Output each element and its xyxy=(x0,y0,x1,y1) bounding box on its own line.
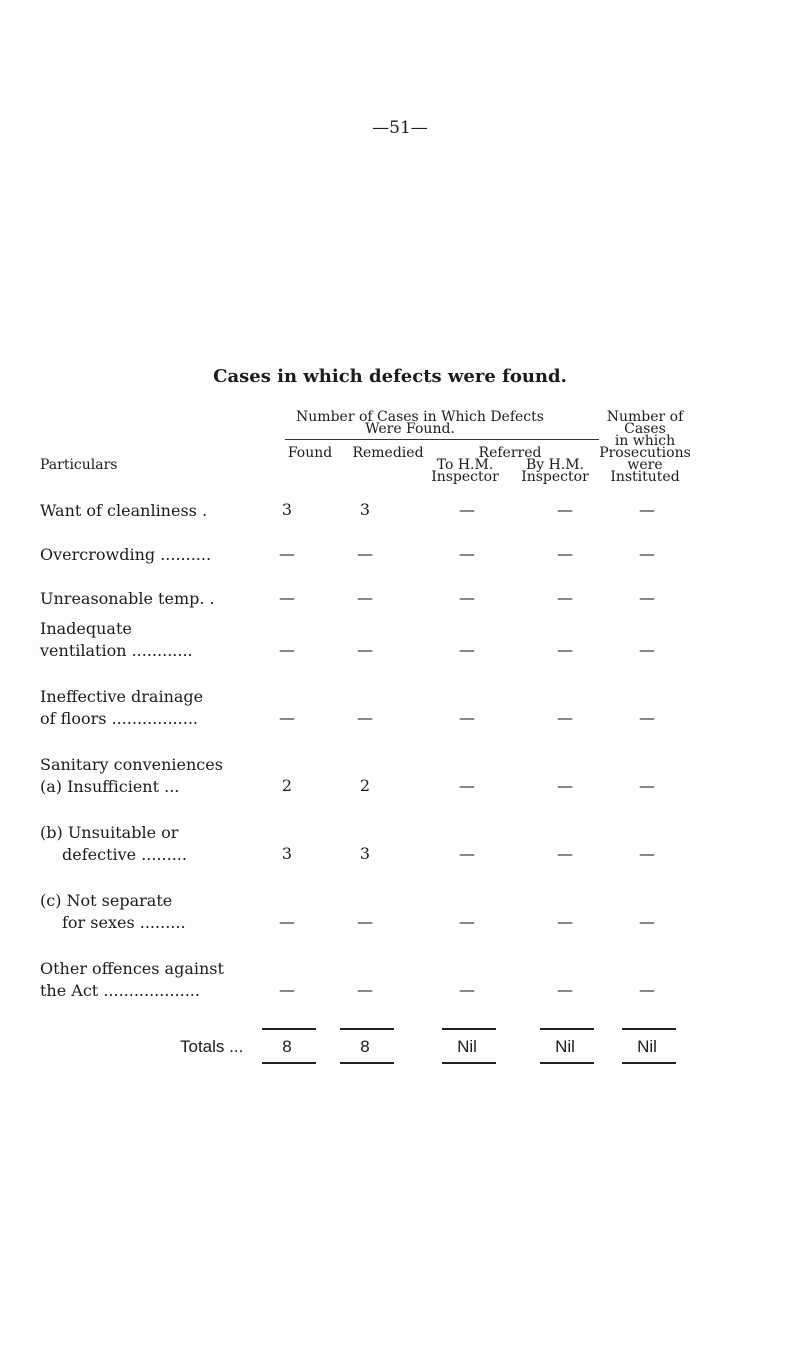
cell-prosecutions: — xyxy=(639,640,655,659)
cell-to-hm: — xyxy=(459,588,475,607)
cell-to-hm: — xyxy=(459,708,475,727)
header-referred: Referred xyxy=(478,445,542,461)
cell-by-hm: — xyxy=(557,588,573,607)
row-label-line1: Other offences against xyxy=(40,959,224,978)
cell-to-hm: — xyxy=(459,844,475,863)
header-prosecutions-1: Number of xyxy=(606,409,684,425)
row-label: Overcrowding .......... xyxy=(40,545,212,564)
totals-rule-top xyxy=(340,1028,394,1030)
cell-prosecutions: — xyxy=(639,912,655,931)
totals-rule-bottom xyxy=(442,1062,496,1064)
cell-to-hm: — xyxy=(459,500,475,519)
row-label-line2: of floors ................. xyxy=(40,709,198,728)
cell-by-hm: — xyxy=(557,912,573,931)
cell-prosecutions: — xyxy=(639,500,655,519)
cell-by-hm: — xyxy=(557,500,573,519)
totals-rule-bottom xyxy=(262,1062,316,1064)
row-label-line2: ventilation ............ xyxy=(40,641,193,660)
cell-to-hm: — xyxy=(459,640,475,659)
cell-prosecutions: — xyxy=(639,588,655,607)
totals-rule-top xyxy=(540,1028,594,1030)
row-label-line2: for sexes ......... xyxy=(62,913,186,932)
header-by-hm-1: By H.M. xyxy=(525,457,585,473)
cell-found: 3 xyxy=(281,500,293,519)
totals-rule-top xyxy=(622,1028,676,1030)
cell-found: — xyxy=(279,544,295,563)
cell-prosecutions: — xyxy=(639,980,655,999)
total-remedied: 8 xyxy=(360,1037,370,1056)
cell-remedied: — xyxy=(357,640,373,659)
header-prosecutions-5: were xyxy=(627,457,663,473)
cell-found: — xyxy=(279,912,295,931)
header-group-line2: Were Found. xyxy=(365,421,455,437)
totals-label: Totals ... xyxy=(180,1037,244,1056)
totals-rule-bottom xyxy=(340,1062,394,1064)
total-found: 8 xyxy=(282,1037,292,1056)
header-rule xyxy=(285,439,599,440)
cell-by-hm: — xyxy=(557,844,573,863)
page-number: —51— xyxy=(372,118,428,138)
row-label-line2: (a) Insufficient ... xyxy=(40,777,180,796)
header-to-hm-2: Inspector xyxy=(431,469,499,485)
cell-remedied: 3 xyxy=(359,844,371,863)
cell-to-hm: — xyxy=(459,912,475,931)
cell-found: — xyxy=(279,708,295,727)
cell-found: 3 xyxy=(281,844,293,863)
header-prosecutions-2: Cases xyxy=(624,421,666,437)
cell-by-hm: — xyxy=(557,544,573,563)
header-by-hm-2: Inspector xyxy=(521,469,589,485)
totals-rule-top xyxy=(442,1028,496,1030)
header-to-hm-1: To H.M. xyxy=(436,457,494,473)
cell-by-hm: — xyxy=(557,980,573,999)
header-remedied: Remedied xyxy=(352,445,424,461)
row-label-line2: the Act ................... xyxy=(40,981,200,1000)
row-label-line2: defective ......... xyxy=(62,845,187,864)
cell-by-hm: — xyxy=(557,776,573,795)
cell-found: — xyxy=(279,640,295,659)
header-group-line1: Number of Cases in Which Defects xyxy=(296,409,544,425)
cell-remedied: 2 xyxy=(359,776,371,795)
cell-prosecutions: — xyxy=(639,708,655,727)
row-label-line1: Sanitary conveniences xyxy=(40,755,223,774)
totals-rule-bottom xyxy=(540,1062,594,1064)
row-label: Want of cleanliness . xyxy=(40,501,208,520)
totals-rule-bottom xyxy=(622,1062,676,1064)
total-to-hm: Nil xyxy=(457,1037,477,1056)
cell-remedied: — xyxy=(357,980,373,999)
cell-to-hm: — xyxy=(459,776,475,795)
cell-found: — xyxy=(279,588,295,607)
total-by-hm: Nil xyxy=(555,1037,575,1056)
cell-remedied: 3 xyxy=(359,500,371,519)
totals-rule-top xyxy=(262,1028,316,1030)
cell-remedied: — xyxy=(357,588,373,607)
row-label-line1: (b) Unsuitable or xyxy=(40,823,179,842)
cell-by-hm: — xyxy=(557,708,573,727)
cell-found: 2 xyxy=(281,776,293,795)
header-prosecutions-3: in which xyxy=(614,433,676,449)
cell-by-hm: — xyxy=(557,640,573,659)
row-label: Unreasonable temp. . xyxy=(40,589,215,608)
cell-remedied: — xyxy=(357,544,373,563)
row-label-line1: Inadequate xyxy=(40,619,132,638)
header-found: Found xyxy=(287,445,333,461)
row-label-line1: (c) Not separate xyxy=(40,891,173,910)
row-label-line1: Ineffective drainage xyxy=(40,687,204,706)
page-title: Cases in which defects were found. xyxy=(213,366,567,387)
header-particulars: Particulars xyxy=(40,457,118,473)
header-prosecutions-6: Instituted xyxy=(610,469,680,485)
cell-remedied: — xyxy=(357,912,373,931)
cell-prosecutions: — xyxy=(639,844,655,863)
header-prosecutions-4: Prosecutions xyxy=(599,445,691,461)
cell-to-hm: — xyxy=(459,980,475,999)
cell-to-hm: — xyxy=(459,544,475,563)
cell-prosecutions: — xyxy=(639,544,655,563)
cell-remedied: — xyxy=(357,708,373,727)
cell-found: — xyxy=(279,980,295,999)
cell-prosecutions: — xyxy=(639,776,655,795)
total-prosecutions: Nil xyxy=(637,1037,657,1056)
